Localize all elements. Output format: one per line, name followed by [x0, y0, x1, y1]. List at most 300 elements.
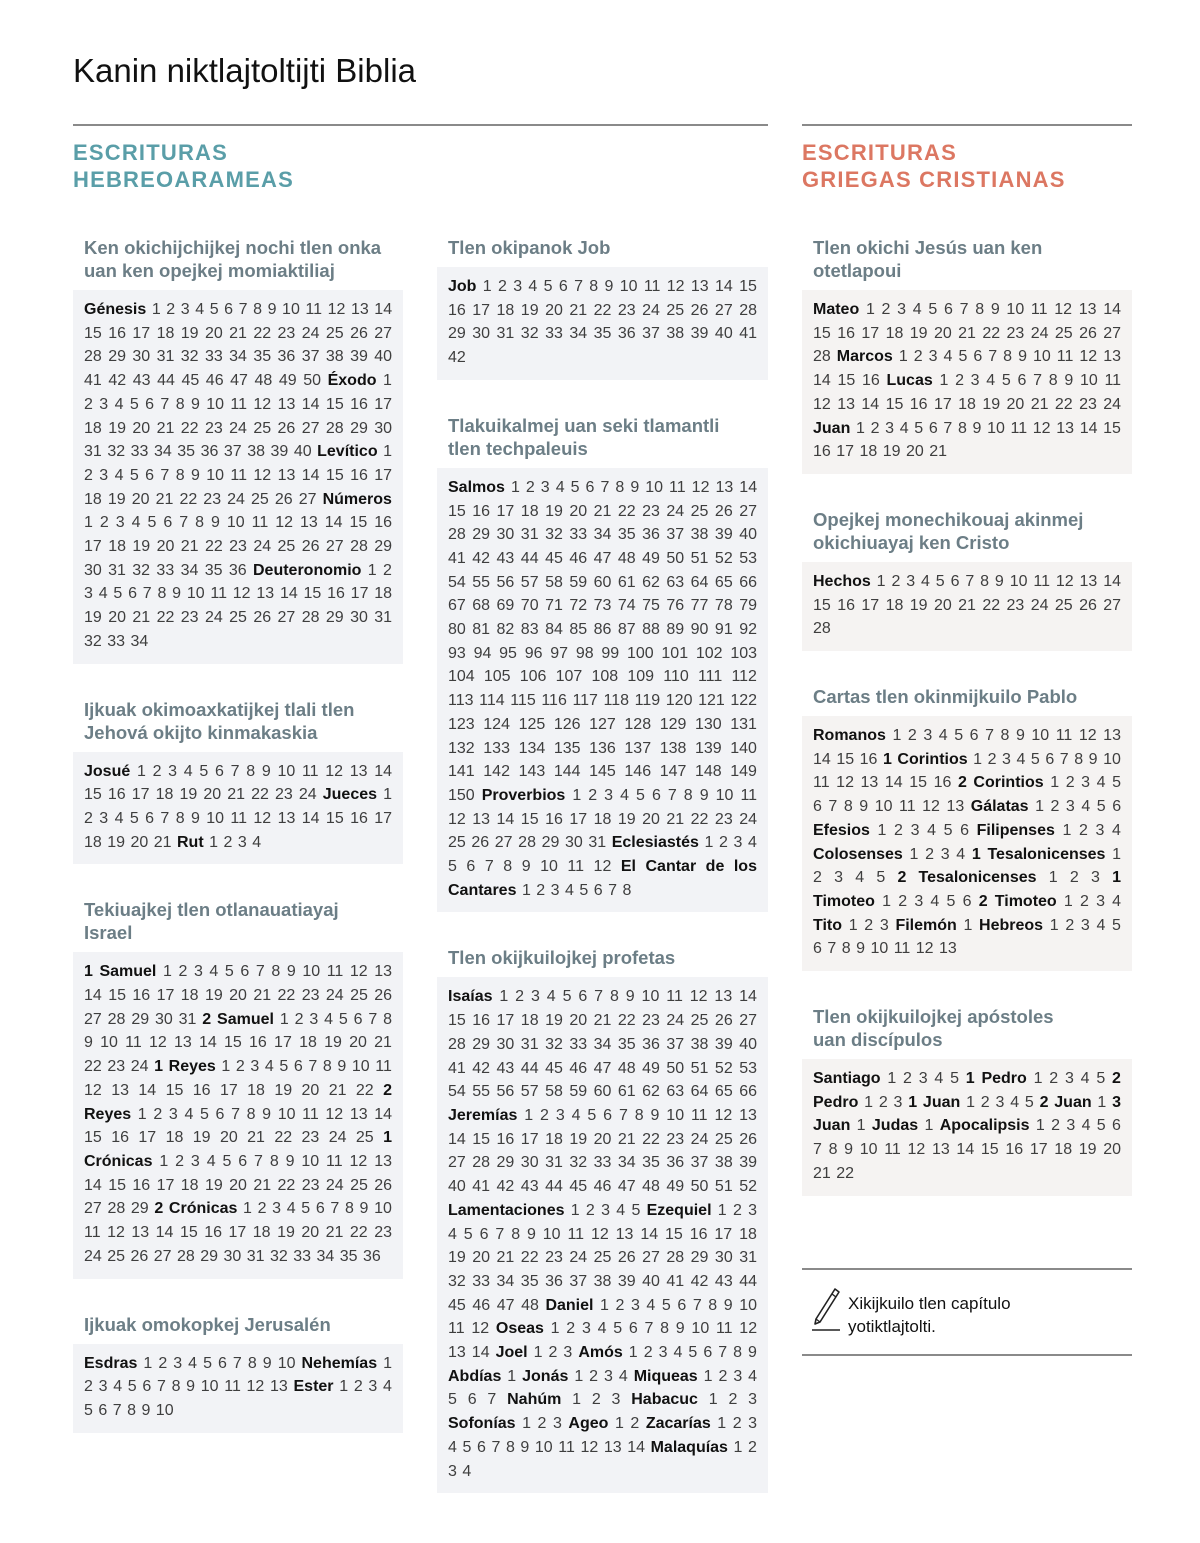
chapter-checkbox[interactable]: 6	[145, 466, 155, 484]
chapter-checkbox[interactable]: 30	[84, 561, 102, 579]
chapter-checkbox[interactable]: 15	[179, 1224, 198, 1242]
chapter-checkbox[interactable]: 8	[127, 1401, 136, 1419]
chapter-checkbox[interactable]: 9	[675, 1320, 685, 1338]
chapter-checkbox[interactable]: 5	[147, 514, 157, 532]
chapter-checkbox[interactable]: 19	[107, 833, 126, 851]
chapter-checkbox[interactable]: 21	[247, 1129, 265, 1147]
chapter-checkbox[interactable]: 1	[550, 1320, 560, 1338]
chapter-checkbox[interactable]: 131	[730, 715, 757, 733]
chapter-checkbox[interactable]: 4	[1096, 774, 1106, 792]
chapter-checkbox[interactable]: 16	[472, 502, 491, 520]
chapter-checkbox[interactable]: 12	[84, 1081, 102, 1099]
chapter-checkbox[interactable]: 3	[180, 301, 190, 318]
chapter-checkbox[interactable]: 6	[677, 1296, 687, 1314]
chapter-checkbox[interactable]: 58	[545, 573, 563, 591]
chapter-checkbox[interactable]: 13	[715, 478, 734, 496]
chapter-checkbox[interactable]: 110	[663, 668, 689, 686]
chapter-checkbox[interactable]: 19	[84, 609, 102, 627]
chapter-checkbox[interactable]: 54	[448, 1083, 466, 1101]
chapter-checkbox[interactable]: 134	[518, 739, 546, 757]
chapter-checkbox[interactable]: 1	[151, 301, 161, 318]
chapter-checkbox[interactable]: 27	[448, 1154, 466, 1172]
chapter-checkbox[interactable]: 116	[541, 692, 567, 710]
chapter-checkbox[interactable]: 52	[714, 1059, 733, 1077]
chapter-checkbox[interactable]: 21	[227, 786, 246, 804]
chapter-checkbox[interactable]: 20	[229, 1176, 247, 1194]
chapter-checkbox[interactable]: 7	[988, 348, 998, 366]
chapter-checkbox[interactable]: 13	[349, 762, 368, 780]
chapter-checkbox[interactable]: 5	[587, 1106, 597, 1124]
chapter-checkbox[interactable]: 7	[156, 1378, 166, 1396]
chapter-checkbox[interactable]: 26	[277, 419, 296, 437]
chapter-checkbox[interactable]: 1	[703, 1367, 713, 1385]
chapter-checkbox[interactable]: 23	[107, 1058, 126, 1076]
chapter-checkbox[interactable]: 26	[253, 609, 272, 627]
chapter-checkbox[interactable]: 1	[704, 834, 714, 852]
chapter-checkbox[interactable]: 13	[939, 940, 957, 958]
chapter-checkbox[interactable]: 16	[813, 443, 831, 461]
chapter-checkbox[interactable]: 11	[230, 466, 248, 484]
chapter-checkbox[interactable]: 1	[1049, 916, 1059, 934]
chapter-checkbox[interactable]: 22	[277, 1176, 296, 1194]
chapter-checkbox[interactable]: 33	[130, 443, 149, 461]
chapter-checkbox[interactable]: 14	[884, 774, 903, 792]
chapter-checkbox[interactable]: 9	[625, 988, 635, 1006]
chapter-checkbox[interactable]: 14	[84, 1176, 102, 1194]
chapter-checkbox[interactable]: 67	[448, 597, 466, 615]
chapter-checkbox[interactable]: 31	[108, 561, 126, 579]
chapter-checkbox[interactable]: 25	[277, 538, 296, 556]
chapter-checkbox[interactable]: 13	[256, 585, 275, 603]
chapter-checkbox[interactable]: 65	[714, 1083, 733, 1101]
chapter-checkbox[interactable]: 100	[626, 644, 654, 662]
chapter-checkbox[interactable]: 9	[856, 940, 865, 958]
chapter-checkbox[interactable]: 138	[659, 739, 687, 757]
chapter-checkbox[interactable]: 68	[472, 597, 491, 615]
chapter-checkbox[interactable]: 2	[353, 1378, 363, 1396]
chapter-checkbox[interactable]: 13	[615, 1225, 634, 1243]
chapter-checkbox[interactable]: 12	[593, 858, 612, 876]
chapter-checkbox[interactable]: 16	[204, 1224, 223, 1242]
chapter-checkbox[interactable]: 31	[84, 443, 102, 461]
chapter-checkbox[interactable]: 47	[230, 372, 248, 390]
chapter-checkbox[interactable]: 15	[303, 585, 322, 603]
chapter-checkbox[interactable]: 4	[114, 395, 124, 413]
chapter-checkbox[interactable]: 16	[107, 786, 126, 804]
chapter-checkbox[interactable]: 3	[733, 1367, 743, 1385]
chapter-checkbox[interactable]: 1	[383, 786, 392, 804]
chapter-checkbox[interactable]: 29	[448, 325, 466, 343]
chapter-checkbox[interactable]: 4	[286, 1200, 296, 1218]
chapter-checkbox[interactable]: 11	[567, 1225, 585, 1243]
chapter-checkbox[interactable]: 16	[111, 1129, 129, 1147]
chapter-checkbox[interactable]: 18	[374, 585, 393, 603]
chapter-checkbox[interactable]: 22	[355, 1081, 374, 1099]
chapter-checkbox[interactable]: 42	[108, 372, 127, 390]
chapter-checkbox[interactable]: 2	[1069, 869, 1079, 887]
chapter-checkbox[interactable]: 27	[1103, 324, 1122, 342]
chapter-checkbox[interactable]: 1	[143, 1354, 153, 1372]
chapter-checkbox[interactable]: 4	[206, 1152, 216, 1170]
chapter-checkbox[interactable]: 13	[299, 514, 318, 532]
chapter-checkbox[interactable]: 17	[228, 1224, 247, 1242]
chapter-checkbox[interactable]: 28	[518, 834, 536, 852]
chapter-checkbox[interactable]: 10	[277, 1354, 296, 1372]
chapter-checkbox[interactable]: 11	[715, 1320, 733, 1338]
chapter-checkbox[interactable]: 147	[659, 763, 687, 781]
chapter-checkbox[interactable]: 15	[836, 750, 855, 768]
chapter-checkbox[interactable]: 37	[301, 348, 320, 366]
chapter-checkbox[interactable]: 22	[349, 1224, 368, 1242]
chapter-checkbox[interactable]: 8	[269, 1152, 279, 1170]
chapter-checkbox[interactable]: 1	[864, 1093, 874, 1111]
chapter-checkbox[interactable]: 4	[555, 478, 565, 496]
chapter-checkbox[interactable]: 30	[520, 1154, 539, 1172]
chapter-checkbox[interactable]: 1	[507, 1367, 517, 1385]
chapter-checkbox[interactable]: 19	[204, 1176, 223, 1194]
chapter-checkbox[interactable]: 8	[634, 1106, 644, 1124]
chapter-checkbox[interactable]: 33	[569, 526, 588, 544]
chapter-checkbox[interactable]: 4	[921, 572, 930, 590]
chapter-checkbox[interactable]: 16	[1005, 1141, 1024, 1159]
chapter-checkbox[interactable]: 1	[162, 963, 172, 981]
chapter-checkbox[interactable]: 20	[1103, 1141, 1122, 1159]
chapter-checkbox[interactable]: 2	[813, 869, 822, 887]
chapter-checkbox[interactable]: 11	[125, 1034, 142, 1052]
chapter-checkbox[interactable]: 20	[569, 502, 588, 520]
chapter-checkbox[interactable]: 1	[924, 1117, 934, 1135]
chapter-checkbox[interactable]: 21	[328, 1081, 347, 1099]
chapter-checkbox[interactable]: 22	[982, 596, 1001, 614]
chapter-checkbox[interactable]: 71	[545, 597, 563, 615]
chapter-checkbox[interactable]: 43	[496, 1059, 515, 1077]
chapter-checkbox[interactable]: 24	[328, 1129, 347, 1147]
chapter-checkbox[interactable]: 2	[1079, 821, 1088, 839]
chapter-checkbox[interactable]: 5	[84, 1401, 93, 1419]
chapter-checkbox[interactable]: 4	[646, 1296, 656, 1314]
chapter-checkbox[interactable]: 19	[179, 786, 198, 804]
chapter-checkbox[interactable]: 15	[813, 596, 831, 614]
chapter-checkbox[interactable]: 2	[84, 466, 93, 484]
chapter-checkbox[interactable]: 7	[959, 301, 969, 318]
chapter-checkbox[interactable]: 4	[448, 1438, 457, 1456]
chapter-checkbox[interactable]: 3	[550, 881, 560, 899]
chapter-checkbox[interactable]: 34	[180, 561, 199, 579]
chapter-checkbox[interactable]: 27	[301, 419, 320, 437]
chapter-checkbox[interactable]: 6	[240, 963, 250, 981]
chapter-checkbox[interactable]: 19	[545, 502, 563, 520]
chapter-checkbox[interactable]: 4	[98, 585, 108, 603]
chapter-checkbox[interactable]: 47	[496, 1296, 515, 1314]
chapter-checkbox[interactable]: 3	[604, 1367, 613, 1385]
chapter-checkbox[interactable]: 21	[593, 502, 612, 520]
chapter-checkbox[interactable]: 6	[928, 419, 938, 437]
chapter-checkbox[interactable]: 5	[1024, 1093, 1034, 1111]
chapter-checkbox[interactable]: 8	[1074, 750, 1084, 768]
chapter-checkbox[interactable]: 3	[1096, 892, 1105, 910]
chapter-checkbox[interactable]: 12	[253, 395, 272, 413]
chapter-checkbox[interactable]: 6	[962, 892, 972, 910]
chapter-checkbox[interactable]: 23	[714, 810, 733, 828]
chapter-checkbox[interactable]: 16	[689, 1225, 708, 1243]
chapter-checkbox[interactable]: 35	[520, 1272, 539, 1290]
chapter-checkbox[interactable]: 120	[665, 692, 693, 710]
chapter-checkbox[interactable]: 52	[714, 549, 733, 567]
chapter-checkbox[interactable]: 86	[593, 621, 612, 639]
chapter-checkbox[interactable]: 4	[620, 786, 629, 804]
chapter-checkbox[interactable]: 1	[1112, 845, 1122, 863]
chapter-checkbox[interactable]: 9	[186, 1378, 196, 1396]
chapter-checkbox[interactable]: 25	[253, 419, 272, 437]
chapter-checkbox[interactable]: 23	[180, 609, 199, 627]
chapter-checkbox[interactable]: 20	[301, 1224, 320, 1242]
chapter-checkbox[interactable]: 55	[472, 1083, 491, 1101]
chapter-checkbox[interactable]: 26	[617, 1249, 636, 1267]
chapter-checkbox[interactable]: 54	[448, 573, 466, 591]
chapter-checkbox[interactable]: 17	[569, 810, 588, 828]
chapter-checkbox[interactable]: 42	[472, 1059, 491, 1077]
chapter-checkbox[interactable]: 40	[739, 526, 757, 544]
chapter-checkbox[interactable]: 2	[718, 1367, 728, 1385]
chapter-checkbox[interactable]: 33	[569, 1035, 588, 1053]
chapter-checkbox[interactable]: 56	[496, 1083, 515, 1101]
chapter-checkbox[interactable]: 13	[1103, 348, 1121, 366]
chapter-checkbox[interactable]: 15	[837, 372, 856, 390]
chapter-checkbox[interactable]: 20	[933, 324, 952, 342]
chapter-checkbox[interactable]: 8	[622, 881, 632, 899]
chapter-checkbox[interactable]: 3	[923, 727, 933, 745]
chapter-checkbox[interactable]: 4	[448, 1225, 457, 1243]
chapter-checkbox[interactable]: 41	[472, 1178, 491, 1196]
chapter-checkbox[interactable]: 3	[885, 419, 895, 437]
chapter-checkbox[interactable]: 10	[987, 419, 1005, 437]
chapter-checkbox[interactable]: 1	[521, 881, 531, 899]
chapter-checkbox[interactable]: 4	[1016, 750, 1026, 768]
chapter-checkbox[interactable]: 42	[472, 549, 491, 567]
chapter-checkbox[interactable]: 99	[601, 644, 620, 662]
chapter-checkbox[interactable]: 21	[374, 1034, 392, 1052]
chapter-checkbox[interactable]: 9	[994, 572, 1004, 590]
chapter-checkbox[interactable]: 3	[940, 845, 950, 863]
chapter-checkbox[interactable]: 111	[697, 668, 723, 686]
chapter-checkbox[interactable]: 4	[252, 833, 262, 851]
chapter-checkbox[interactable]: 39	[714, 1035, 733, 1053]
chapter-checkbox[interactable]: 60	[593, 1083, 612, 1101]
chapter-checkbox[interactable]: 3	[970, 372, 980, 390]
chapter-checkbox[interactable]: 21	[593, 1012, 612, 1030]
chapter-checkbox[interactable]: 13	[374, 1152, 392, 1170]
chapter-checkbox[interactable]: 8	[171, 1378, 181, 1396]
chapter-checkbox[interactable]: 28	[350, 538, 368, 556]
chapter-checkbox[interactable]: 13	[111, 1081, 129, 1099]
chapter-checkbox[interactable]: 6	[585, 478, 595, 496]
chapter-checkbox[interactable]: 1	[533, 1344, 543, 1362]
chapter-checkbox[interactable]: 27	[1103, 596, 1122, 614]
chapter-checkbox[interactable]: 143	[518, 763, 546, 781]
chapter-checkbox[interactable]: 5	[914, 419, 924, 437]
chapter-checkbox[interactable]: 14	[448, 1130, 466, 1148]
chapter-checkbox[interactable]: 5	[338, 1010, 348, 1028]
chapter-checkbox[interactable]: 29	[130, 1200, 149, 1218]
chapter-checkbox[interactable]: 14	[739, 988, 757, 1006]
chapter-checkbox[interactable]: 7	[112, 1401, 122, 1419]
chapter-checkbox[interactable]: 1	[1035, 1117, 1045, 1135]
chapter-checkbox[interactable]: 123	[448, 715, 475, 733]
chapter-checkbox[interactable]: 37	[666, 1035, 685, 1053]
chapter-checkbox[interactable]: 12	[1079, 348, 1098, 366]
chapter-checkbox[interactable]: 24	[298, 786, 317, 804]
chapter-checkbox[interactable]: 3	[84, 585, 93, 603]
chapter-checkbox[interactable]: 17	[496, 502, 515, 520]
chapter-checkbox[interactable]: 22	[274, 1129, 293, 1147]
chapter-checkbox[interactable]: 1	[522, 1415, 531, 1433]
chapter-checkbox[interactable]: 15	[224, 1034, 242, 1052]
chapter-checkbox[interactable]: 126	[553, 715, 581, 733]
chapter-checkbox[interactable]: 35	[593, 325, 612, 343]
chapter-checkbox[interactable]: 2	[719, 834, 728, 852]
chapter-checkbox[interactable]: 31	[178, 1010, 197, 1028]
chapter-checkbox[interactable]: 1	[383, 1354, 393, 1372]
chapter-checkbox[interactable]: 28	[472, 1154, 491, 1172]
chapter-checkbox[interactable]: 13	[277, 395, 296, 413]
chapter-checkbox[interactable]: 1	[1062, 821, 1072, 839]
chapter-checkbox[interactable]: 40	[739, 1035, 757, 1053]
chapter-checkbox[interactable]: 2	[987, 750, 997, 768]
chapter-checkbox[interactable]: 29	[496, 1154, 515, 1172]
chapter-checkbox[interactable]: 39	[714, 526, 733, 544]
chapter-checkbox[interactable]: 1	[383, 443, 393, 461]
chapter-checkbox[interactable]: 9	[630, 478, 640, 496]
chapter-checkbox[interactable]: 23	[666, 1130, 685, 1148]
chapter-checkbox[interactable]: 30	[374, 419, 393, 437]
chapter-checkbox[interactable]: 20	[642, 810, 660, 828]
chapter-checkbox[interactable]: 10	[206, 395, 225, 413]
chapter-checkbox[interactable]: 30	[154, 1010, 173, 1028]
chapter-checkbox[interactable]: 13	[349, 1105, 368, 1123]
chapter-checkbox[interactable]: 7	[985, 727, 994, 745]
chapter-checkbox[interactable]: 50	[666, 549, 685, 567]
chapter-checkbox[interactable]: 137	[624, 739, 652, 757]
chapter-checkbox[interactable]: 23	[229, 538, 247, 556]
chapter-checkbox[interactable]: 21	[569, 301, 588, 319]
chapter-checkbox[interactable]: 3	[914, 892, 924, 910]
chapter-checkbox[interactable]: 24	[1030, 596, 1049, 614]
chapter-checkbox[interactable]: 4	[1096, 916, 1106, 934]
chapter-checkbox[interactable]: 35	[253, 348, 272, 366]
chapter-checkbox[interactable]: 1	[84, 514, 93, 532]
chapter-checkbox[interactable]: 32	[520, 325, 539, 343]
chapter-checkbox[interactable]: 9	[859, 798, 869, 816]
chapter-checkbox[interactable]: 37	[642, 325, 660, 343]
chapter-checkbox[interactable]: 8	[975, 301, 985, 318]
chapter-checkbox[interactable]: 26	[690, 301, 709, 319]
chapter-checkbox[interactable]: 5	[631, 1201, 641, 1219]
chapter-checkbox[interactable]: 26	[374, 987, 393, 1005]
chapter-checkbox[interactable]: 95	[499, 644, 517, 662]
chapter-checkbox[interactable]: 26	[714, 1012, 733, 1030]
chapter-checkbox[interactable]: 24	[325, 987, 344, 1005]
chapter-checkbox[interactable]: 16	[448, 301, 466, 319]
chapter-checkbox[interactable]: 5	[876, 869, 886, 887]
chapter-checkbox[interactable]: 27	[325, 538, 344, 556]
chapter-checkbox[interactable]: 1	[1035, 798, 1044, 816]
chapter-checkbox[interactable]: 6	[128, 585, 137, 603]
chapter-checkbox[interactable]: 17	[138, 1129, 157, 1147]
chapter-checkbox[interactable]: 5	[127, 1378, 137, 1396]
chapter-checkbox[interactable]: 25	[690, 502, 709, 520]
chapter-checkbox[interactable]: 12	[915, 940, 934, 958]
chapter-checkbox[interactable]: 2	[589, 1367, 599, 1385]
chapter-checkbox[interactable]: 8	[175, 395, 185, 413]
chapter-checkbox[interactable]: 85	[569, 621, 588, 639]
chapter-checkbox[interactable]: 28	[177, 1247, 195, 1265]
chapter-checkbox[interactable]: 1	[499, 988, 509, 1006]
chapter-checkbox[interactable]: 47	[593, 1059, 612, 1077]
chapter-checkbox[interactable]: 2	[1050, 798, 1060, 816]
chapter-checkbox[interactable]: 2	[540, 1106, 549, 1124]
chapter-checkbox[interactable]: 17	[472, 301, 491, 319]
chapter-checkbox[interactable]: 22	[520, 1249, 539, 1267]
chapter-checkbox[interactable]: 8	[157, 585, 167, 603]
chapter-checkbox[interactable]: 148	[694, 763, 722, 781]
chapter-checkbox[interactable]: 6	[98, 1401, 108, 1419]
chapter-checkbox[interactable]: 43	[132, 372, 151, 390]
chapter-checkbox[interactable]: 1	[909, 845, 919, 863]
chapter-checkbox[interactable]: 2	[548, 1344, 558, 1362]
chapter-checkbox[interactable]: 2	[1051, 1117, 1060, 1135]
chapter-checkbox[interactable]: 1	[367, 561, 377, 579]
chapter-checkbox[interactable]: 14	[84, 987, 102, 1005]
chapter-checkbox[interactable]: 5	[946, 892, 956, 910]
chapter-checkbox[interactable]: 20	[130, 833, 149, 851]
chapter-checkbox[interactable]: 64	[690, 1083, 709, 1101]
chapter-checkbox[interactable]: 5	[543, 278, 553, 295]
chapter-checkbox[interactable]: 5	[1096, 1070, 1106, 1088]
chapter-checkbox[interactable]: 35	[339, 1247, 358, 1265]
chapter-checkbox[interactable]: 42	[690, 1272, 709, 1290]
chapter-checkbox[interactable]: 27	[277, 609, 296, 627]
chapter-checkbox[interactable]: 18	[84, 833, 102, 851]
chapter-checkbox[interactable]: 4	[188, 1354, 198, 1372]
chapter-checkbox[interactable]: 25	[714, 1130, 733, 1148]
chapter-checkbox[interactable]: 6	[960, 821, 970, 839]
chapter-checkbox[interactable]: 2	[980, 1093, 990, 1111]
chapter-checkbox[interactable]: 1	[524, 1106, 534, 1124]
chapter-checkbox[interactable]: 18	[520, 1012, 539, 1030]
chapter-checkbox[interactable]: 96	[524, 644, 543, 662]
chapter-checkbox[interactable]: 22	[642, 1130, 660, 1148]
chapter-checkbox[interactable]: 91	[714, 621, 733, 639]
chapter-checkbox[interactable]: 4	[938, 727, 948, 745]
chapter-checkbox[interactable]: 8	[660, 1320, 670, 1338]
chapter-checkbox[interactable]: 21	[325, 1224, 344, 1242]
chapter-checkbox[interactable]: 24	[227, 490, 245, 508]
chapter-checkbox[interactable]: 9	[699, 786, 709, 804]
chapter-checkbox[interactable]: 36	[277, 348, 296, 366]
chapter-checkbox[interactable]: 2	[84, 1378, 93, 1396]
chapter-checkbox[interactable]: 6	[628, 1320, 638, 1338]
chapter-checkbox[interactable]: 21	[229, 324, 247, 342]
chapter-checkbox[interactable]: 6	[603, 1106, 613, 1124]
chapter-checkbox[interactable]: 18	[156, 324, 175, 342]
chapter-checkbox[interactable]: 24	[301, 324, 320, 342]
chapter-checkbox[interactable]: 36	[363, 1247, 381, 1265]
chapter-checkbox[interactable]: 101	[661, 644, 689, 662]
chapter-checkbox[interactable]: 5	[688, 1344, 698, 1362]
chapter-checkbox[interactable]: 11	[884, 1141, 901, 1159]
chapter-checkbox[interactable]: 22	[179, 490, 198, 508]
chapter-checkbox[interactable]: 4	[1081, 1117, 1091, 1135]
